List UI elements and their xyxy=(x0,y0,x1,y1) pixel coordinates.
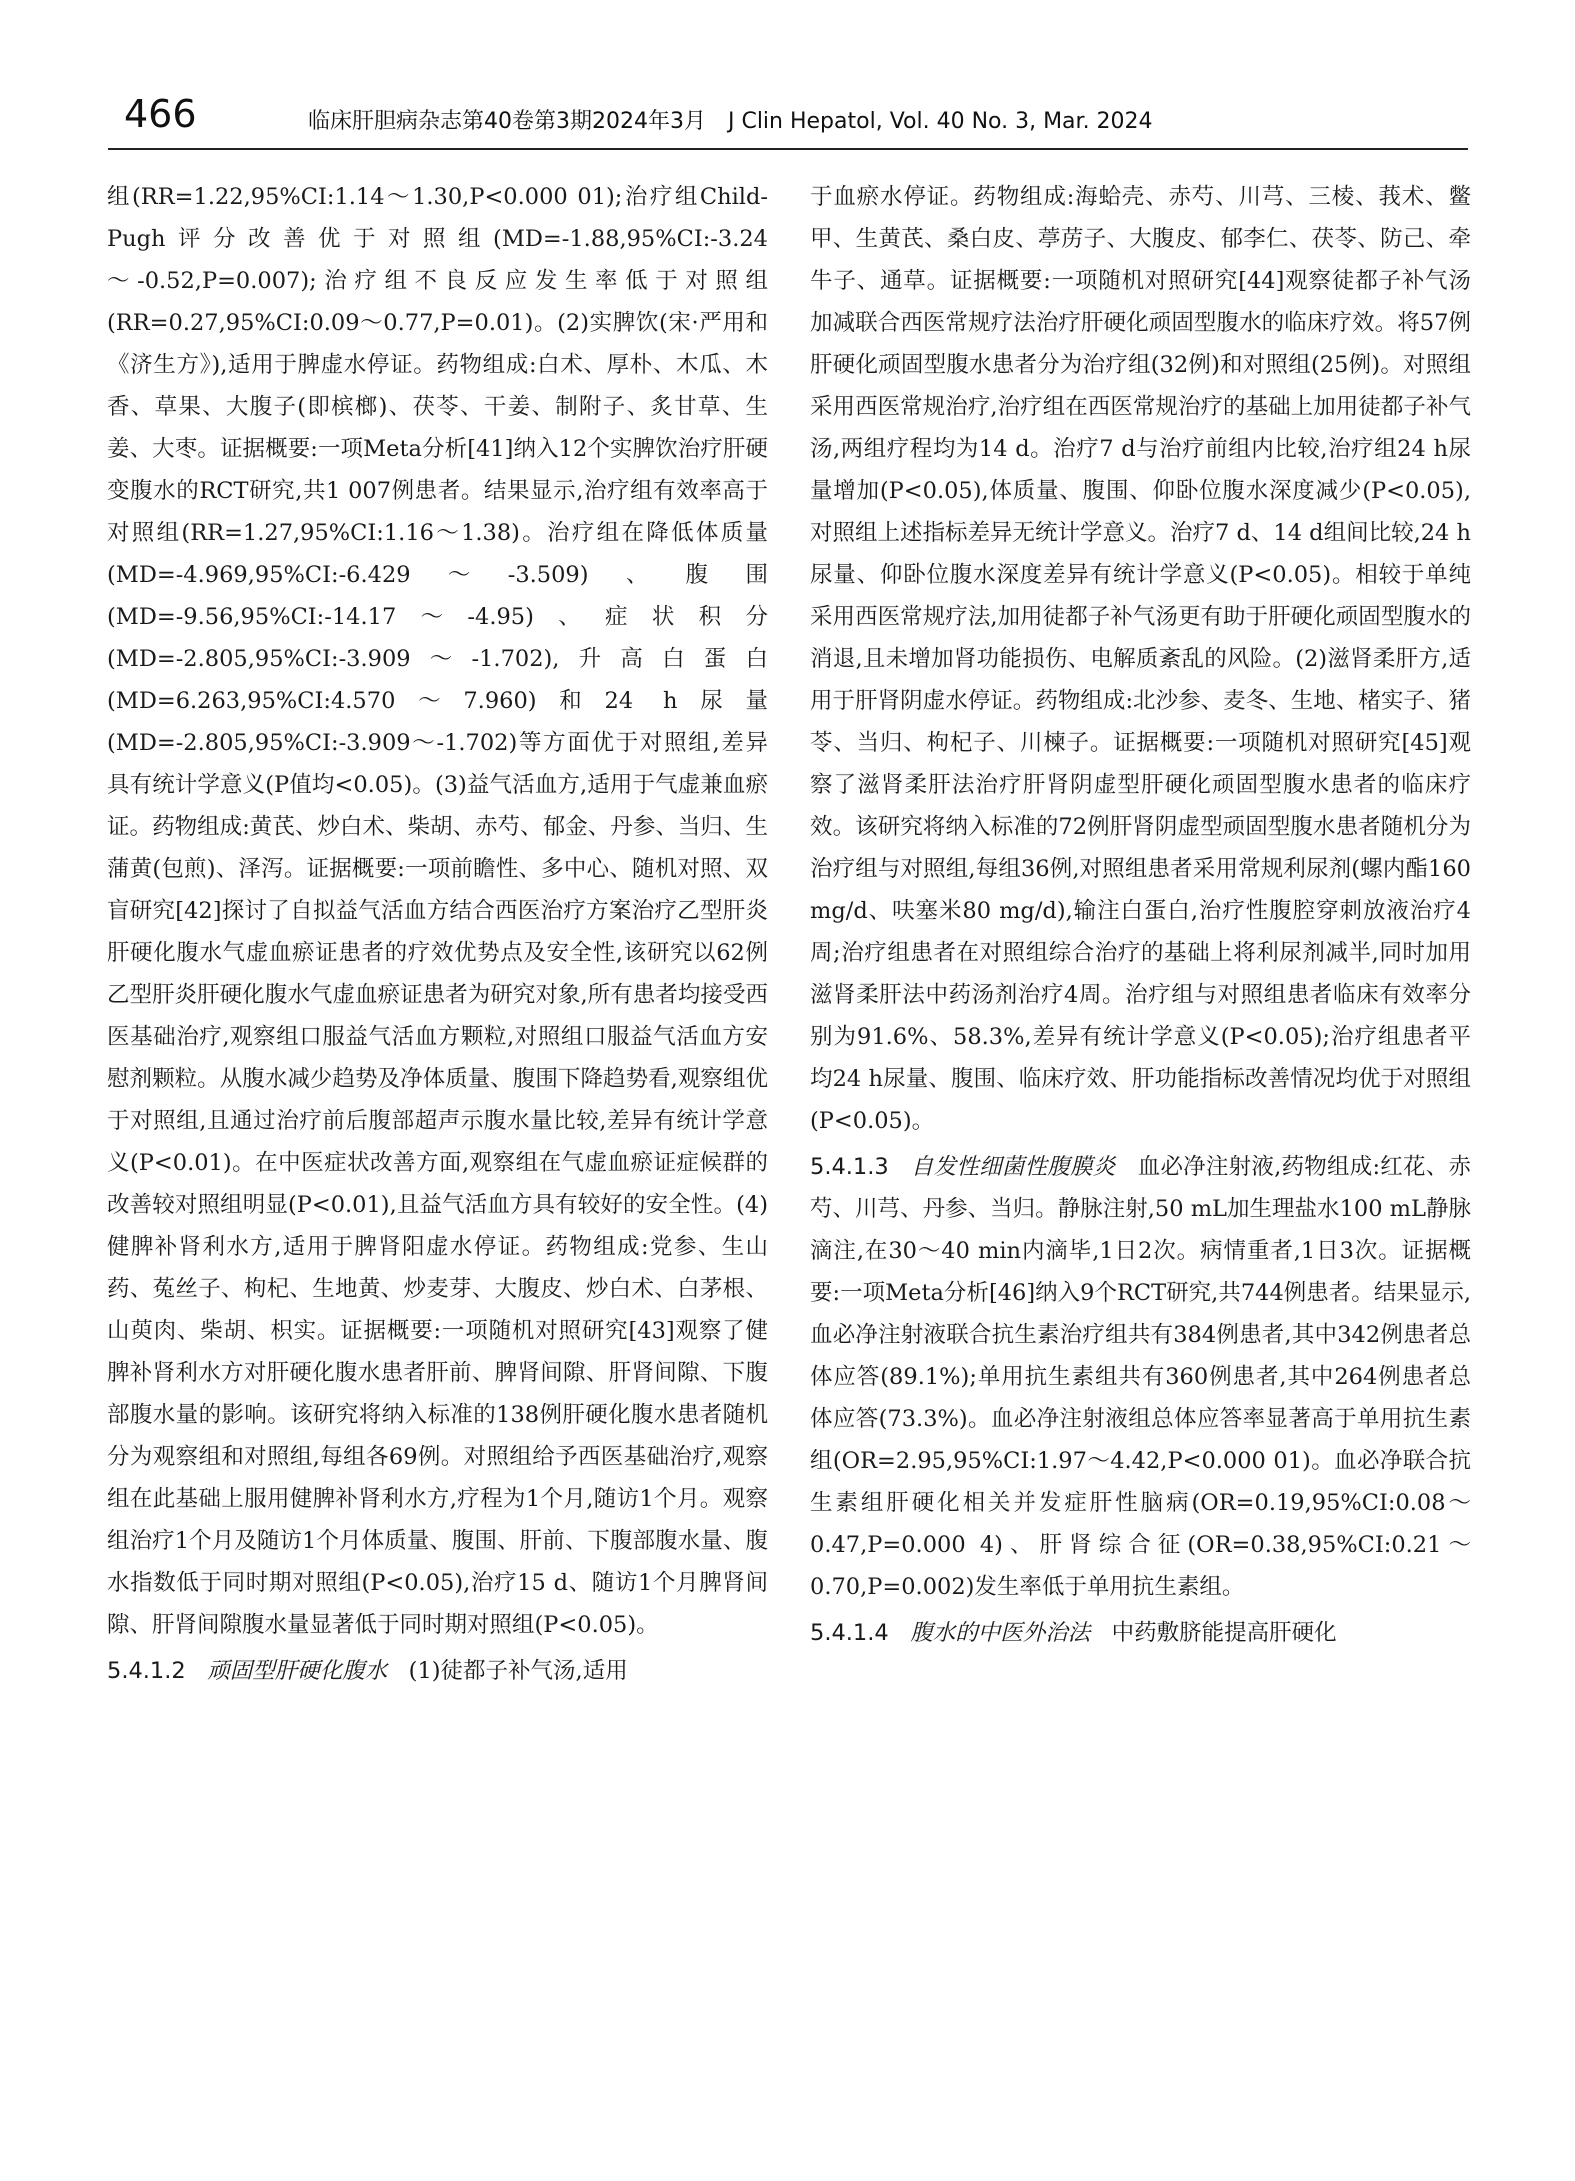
section-heading-paragraph xyxy=(810,1612,1471,1654)
running-head: 临床肝胆病杂志第40卷第3期2024年3月 J Clin Hepatol, Vol. 40 No. 3, Mar. 2024 xyxy=(308,109,1153,134)
page-header xyxy=(108,92,1468,144)
section-title: 顽固型肝硬化腹水 xyxy=(207,1658,388,1684)
section-heading-paragraph xyxy=(107,1650,768,1692)
section-title: 腹水的中医外治法 xyxy=(910,1620,1091,1646)
section-text: 血必净注射液,药物组成:红花、赤芍、川芎、丹参、当归。静脉注射,50 mL加生理盐水100 mL静脉滴注,在30～40 min内滴毕,1日2次。病情重者,1日3次。证据概要:一项Meta分析[46]纳入9个RCT研究,共744例患者。结果显示,血必净注射液联合抗生素治疗组共有384例患者,其中342例患者总体应答(89.1%);单用抗生素组共有360例患者,其中264例患者总体应答(73.3%)。血必净注射液组总体应答率显著高于单用抗生素组(OR=2.95,95%CI:1.97～4.42,P<0.000 01)。血必净联合抗生素组肝硬化相关并发症肝性脑病(OR=0.19,95%CI:0.08～0.47,P=0.000 4)、肝肾综合征(OR=0.38,95%CI:0.21～0.70,P=0.002)发生率低于单用抗生素组。 xyxy=(810,1154,1471,1600)
section-heading-paragraph xyxy=(810,1146,1471,1608)
header-rule xyxy=(108,148,1468,150)
section-title: 自发性细菌性腹膜炎 xyxy=(910,1154,1116,1180)
section-text: (1)徒都子补气汤,适用 xyxy=(408,1658,628,1684)
section-number: 5.4.1.2 xyxy=(107,1658,186,1684)
right-column xyxy=(810,176,1471,2131)
section-text: 中药敷脐能提高肝硬化 xyxy=(1111,1620,1337,1646)
body-paragraph: 组(RR=1.22,95%CI:1.14～1.30,P<0.000 01);治疗组Child-Pugh评分改善优于对照组(MD=-1.88,95%CI:-3.24～-0.52,P=0.007);治疗组不良反应发生率低于对照组(RR=0.27,95%CI:0.09～0.77,P=0.01)。(2)实脾饮(宋·严用和《济生方》),适用于脾虚水停证。药物组成:白术、厚朴、木瓜、木香、草果、大腹子(即槟榔)、茯苓、干姜、制附子、炙甘草、生姜、大枣。证据概要:一项Meta分析[41]纳入12个实脾饮治疗肝硬变腹水的RCT研究,共1 007例患者。结果显示,治疗组有效率高于对照组(RR=1.27,95%CI:1.16～1.38)。治疗组在降低体质量(MD=-4.969,95%CI:-6.429～-3.509)、腹围(MD=-9.56,95%CI:-14.17～-4.95)、症状积分(MD=-2.805,95%CI:-3.909～-1.702),升高白蛋白(MD=6.263,95%CI:4.570～7.960)和24 h尿量(MD=-2.805,95%CI:-3.909～-1.702)等方面优于对照组,差异具有统计学意义(P值均<0.05)。(3)益气活血方,适用于气虚兼血瘀证。药物组成:黄芪、炒白术、柴胡、赤芍、郁金、丹参、当归、生蒲黄(包煎)、泽泻。证据概要:一项前瞻性、多中心、随机对照、双盲研究[42]探讨了自拟益气活血方结合西医治疗方案治疗乙型肝炎肝硬化腹水气虚血瘀证患者的疗效优势点及安全性,该研究以62例乙型肝炎肝硬化腹水气虚血瘀证患者为研究对象,所有患者均接受西医基础治疗,观察组口服益气活血方颗粒,对照组口服益气活血方安慰剂颗粒。从腹水减少趋势及净体质量、腹围下降趋势看,观察组优于对照组,且通过治疗前后腹部超声示腹水量比较,差异有统计学意义(P<0.01)。在中医症状改善方面,观察组在气虚血瘀证症候群的改善较对照组明显(P<0.01),且益气活血方具有较好的安全性。(4)健脾补肾利水方,适用于脾肾阳虚水停证。药物组成:党参、生山药、菟丝子、枸杞、生地黄、炒麦芽、大腹皮、炒白术、白茅根、山萸肉、柴胡、枳实。证据概要:一项随机对照研究[43]观察了健脾补肾利水方对肝硬化腹水患者肝前、脾肾间隙、肝肾间隙、下腹部腹水量的影响。该研究将纳入标准的138例肝硬化腹水患者随机分为观察组和对照组,每组各69例。对照组给予西医基础治疗,观察组在此基础上服用健脾补肾利水方,疗程为1个月,随访1个月。观察组治疗1个月及随访1个月体质量、腹围、肝前、下腹部腹水量、腹水指数低于同时期对照组(P<0.05),治疗15 d、随访1个月脾肾间隙、肝肾间隙腹水量显著低于同时期对照组(P<0.05)。 xyxy=(107,184,768,1638)
body-paragraph: 于血瘀水停证。药物组成:海蛤壳、赤芍、川芎、三棱、莪术、鳖甲、生黄芪、桑白皮、葶苈子、大腹皮、郁李仁、茯苓、防己、牵牛子、通草。证据概要:一项随机对照研究[44]观察徒都子补气汤加减联合西医常规疗法治疗肝硬化顽固型腹水的临床疗效。将57例肝硬化顽固型腹水患者分为治疗组(32例)和对照组(25例)。对照组采用西医常规治疗,治疗组在西医常规治疗的基础上加用徒都子补气汤,两组疗程均为14 d。治疗7 d与治疗前组内比较,治疗组24 h尿量增加(P<0.05),体质量、腹围、仰卧位腹水深度减少(P<0.05),对照组上述指标差异无统计学意义。治疗7 d、14 d组间比较,24 h尿量、仰卧位腹水深度差异有统计学意义(P<0.05)。相较于单纯采用西医常规疗法,加用徒都子补气汤更有助于肝硬化顽固型腹水的消退,且未增加肾功能损伤、电解质紊乱的风险。(2)滋肾柔肝方,适用于肝肾阴虚水停证。药物组成:北沙参、麦冬、生地、楮实子、猪苓、当归、枸杞子、川楝子。证据概要:一项随机对照研究[45]观察了滋肾柔肝法治疗肝肾阴虚型肝硬化顽固型腹水患者的临床疗效。该研究将纳入标准的72例肝肾阴虚型顽固型腹水患者随机分为治疗组与对照组,每组36例,对照组患者采用常规利尿剂(螺内酯160 mg/d、呋塞米80 mg/d),输注白蛋白,治疗性腹腔穿刺放液治疗4周;治疗组患者在对照组综合治疗的基础上将利尿剂减半,同时加用滋肾柔肝法中药汤剂治疗4周。治疗组与对照组患者临床有效率分别为91.6%、58.3%,差异有统计学意义(P<0.05);治疗组患者平均24 h尿量、腹围、临床疗效、肝功能指标改善情况均优于对照组(P<0.05)。 xyxy=(810,184,1471,1134)
section-number: 5.4.1.3 xyxy=(810,1154,889,1180)
left-column xyxy=(107,176,768,2131)
section-number: 5.4.1.4 xyxy=(810,1620,889,1646)
page-number: 466 xyxy=(124,92,197,136)
